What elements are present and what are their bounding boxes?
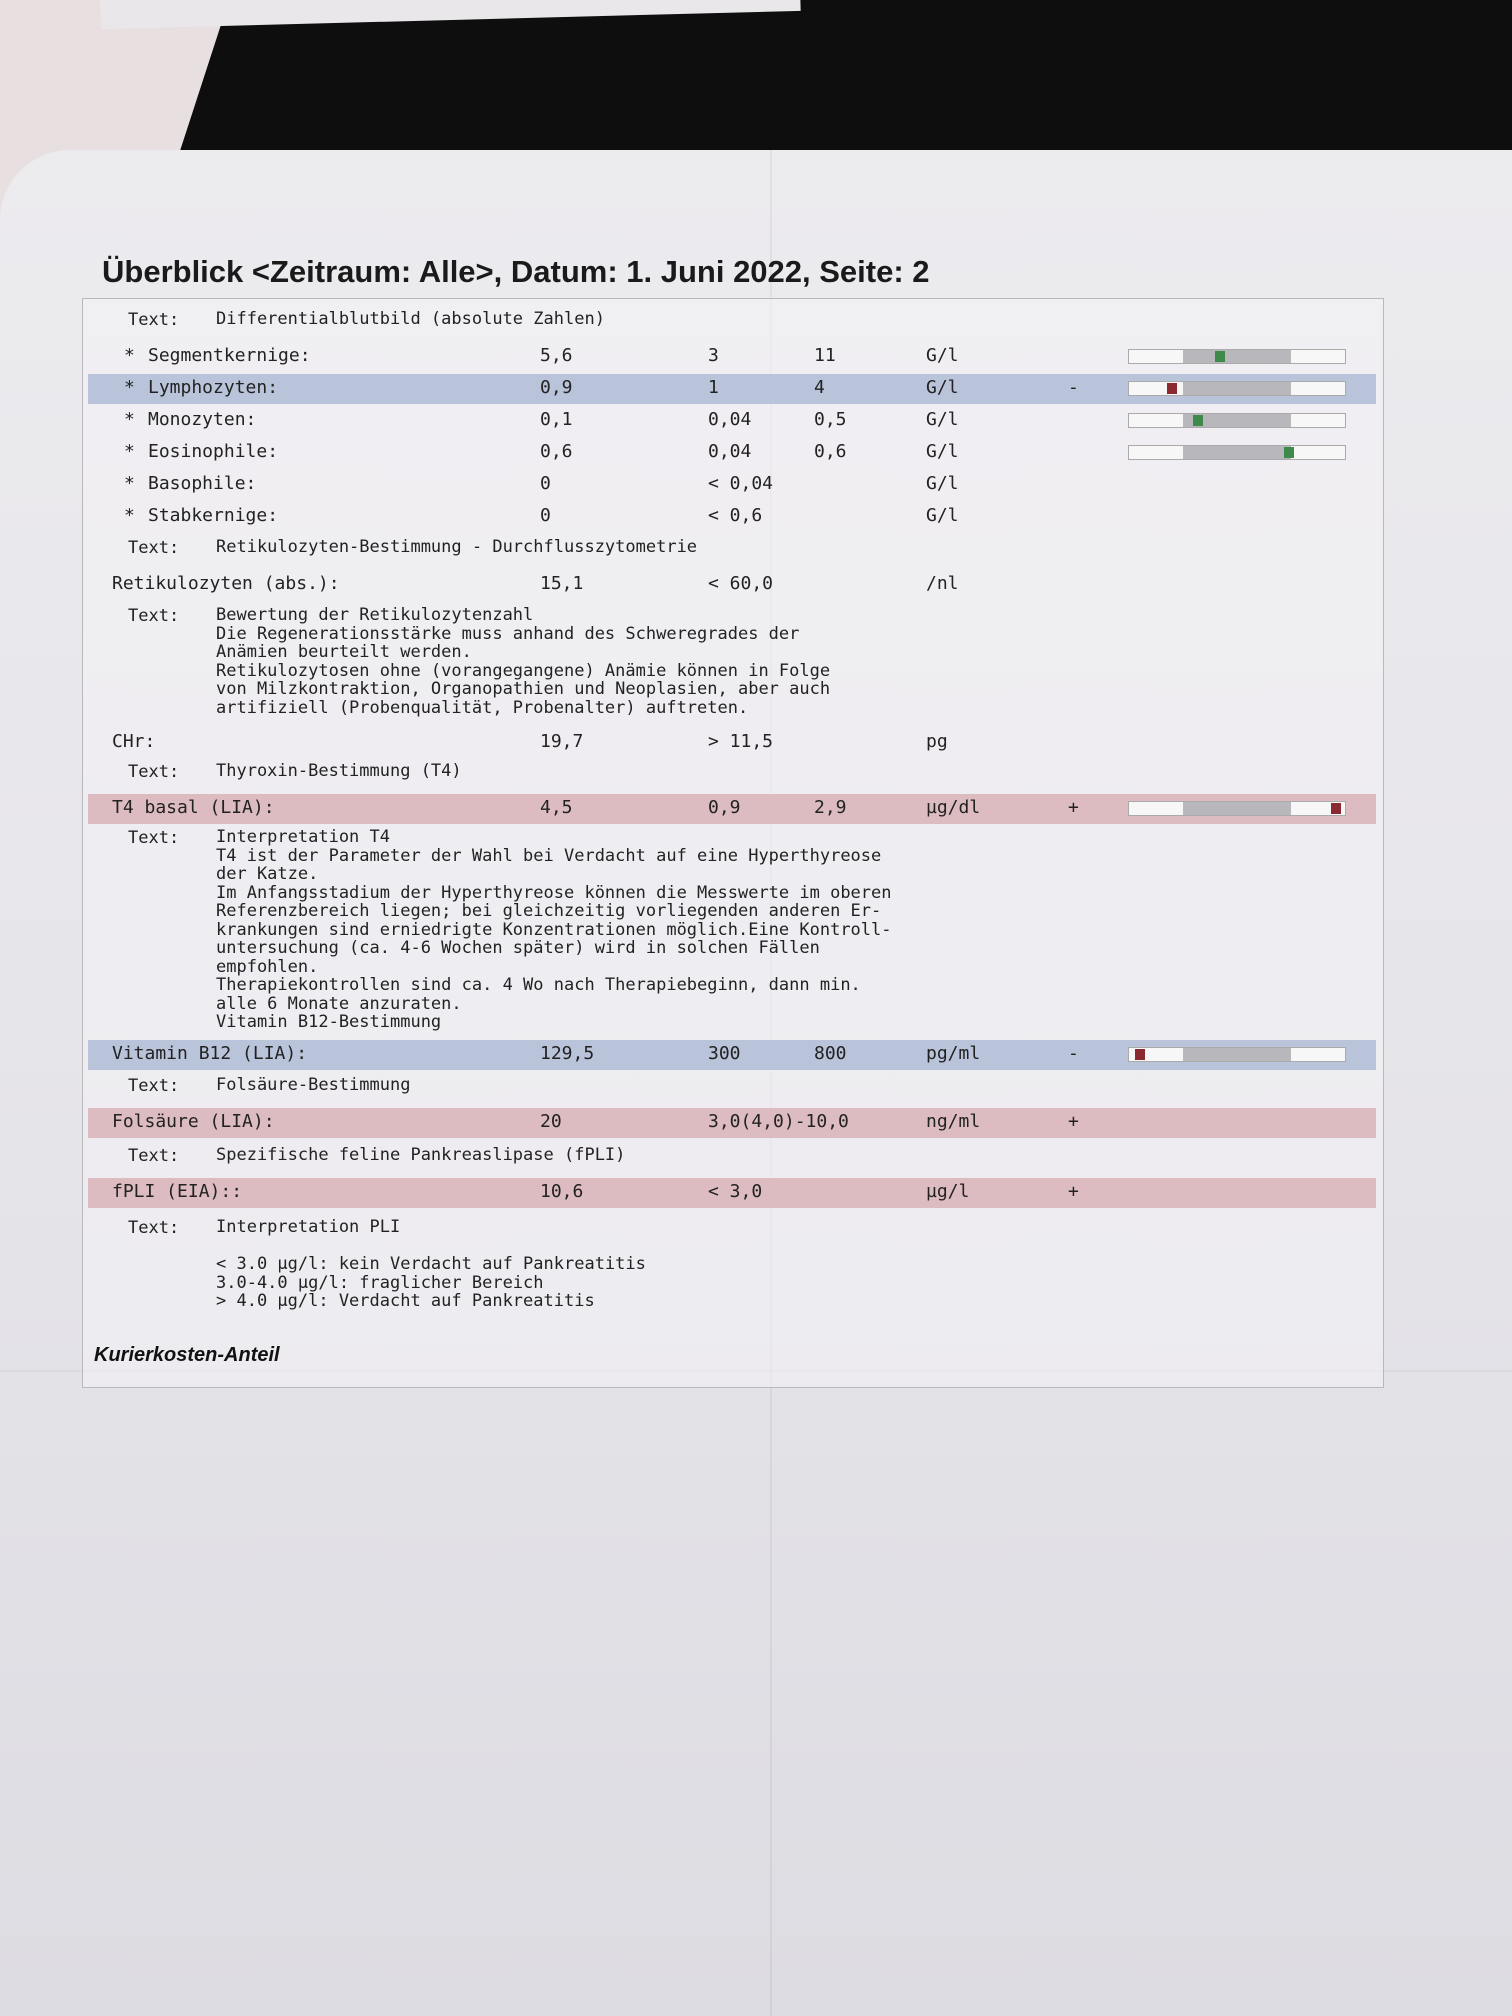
result-ref-high: 2,9: [814, 797, 847, 818]
text-note-label: Text:: [128, 538, 180, 558]
result-flag: -: [1068, 1043, 1079, 1064]
result-name: Lymphozyten:: [148, 377, 279, 398]
text-note-body: Interpretation PLI < 3.0 µg/l: kein Verdacht auf Pankreatitis 3.0-4.0 µg/l: fraglicher Bereich > 4.0 µg/l: Verdacht auf Pankreatitis: [216, 1217, 646, 1311]
result-name: T4 basal (LIA):: [112, 797, 275, 818]
result-unit: G/l: [926, 505, 959, 526]
result-unit: G/l: [926, 377, 959, 398]
result-unit: pg/ml: [926, 1043, 981, 1064]
result-name: CHr:: [112, 731, 156, 752]
background-paper-top: [99, 0, 800, 29]
reference-range-bar: [1128, 801, 1346, 816]
result-ref-low: 0,04: [708, 441, 752, 462]
result-ref-high: 11: [814, 345, 836, 366]
result-name: Monozyten:: [148, 409, 257, 430]
result-star: *: [124, 345, 135, 366]
result-unit: G/l: [926, 473, 959, 494]
result-value: 4,5: [540, 797, 573, 818]
result-ref-low: 3: [708, 345, 719, 366]
result-value: 0,9: [540, 377, 573, 398]
result-row: [88, 470, 1376, 500]
text-note-label: Text:: [128, 1146, 180, 1166]
result-value: 0: [540, 505, 551, 526]
result-value: 10,6: [540, 1181, 584, 1202]
value-marker: [1215, 351, 1225, 362]
result-unit: /nl: [926, 573, 959, 594]
text-note-body: Folsäure-Bestimmung: [216, 1075, 411, 1095]
reference-range-bar: [1128, 381, 1346, 396]
result-unit: µg/l: [926, 1181, 970, 1202]
result-value: 0,6: [540, 441, 573, 462]
result-name: Segmentkernige:: [148, 345, 311, 366]
result-value: 20: [540, 1111, 562, 1132]
text-note-body: Interpretation T4 T4 ist der Parameter der Wahl bei Verdacht auf eine Hyperthyreose der Katze. Im Anfangsstadium der Hyperthyreose können die Messwerte im oberen Referenzbereich liegen; bei gleichzeitig vorliegenden anderen Er- krankungen sind erniedrigte Konzentrationen möglich.Eine Kontroll- untersuchung (ca. 4-6 Wochen später) wird in solchen Fällen empfohlen. Therapiekontrollen sind ca. 4 Wo nach Therapiebeginn, dann min. alle 6 Monate anzuraten. Vitamin B12-Bestimmung: [216, 827, 892, 1032]
text-note-label: Text:: [128, 1076, 180, 1096]
reference-range-bar: [1128, 1047, 1346, 1062]
value-marker: [1167, 383, 1177, 394]
value-marker: [1135, 1049, 1145, 1060]
result-row: [88, 342, 1376, 372]
text-note-label: Text:: [128, 310, 180, 330]
reference-range-normal-zone: [1183, 350, 1291, 363]
value-marker: [1193, 415, 1203, 426]
result-ref-low: 0,9: [708, 797, 741, 818]
result-unit: G/l: [926, 345, 959, 366]
result-row: [88, 502, 1376, 532]
result-star: *: [124, 441, 135, 462]
result-value: 5,6: [540, 345, 573, 366]
result-star: *: [124, 409, 135, 430]
result-value: 19,7: [540, 731, 584, 752]
result-row: [88, 438, 1376, 468]
result-unit: ng/ml: [926, 1111, 981, 1132]
reference-range-normal-zone: [1183, 382, 1291, 395]
result-star: *: [124, 505, 135, 526]
result-row: [88, 1040, 1376, 1070]
result-row: [88, 794, 1376, 824]
result-name: Retikulozyten (abs.):: [112, 573, 340, 594]
result-name: Stabkernige:: [148, 505, 279, 526]
reference-range-bar: [1128, 413, 1346, 428]
text-note-label: Text:: [128, 762, 180, 782]
text-note-label: Text:: [128, 828, 180, 848]
result-ref-high: 0,5: [814, 409, 847, 430]
result-unit: G/l: [926, 409, 959, 430]
result-ref-high: 800: [814, 1043, 847, 1064]
result-name: Basophile:: [148, 473, 257, 494]
result-ref-low: 0,04: [708, 409, 752, 430]
courier-cost-label: Kurierkosten-Anteil: [94, 1344, 280, 1366]
result-value: 0,1: [540, 409, 573, 430]
result-row: [88, 374, 1376, 404]
value-marker: [1331, 803, 1341, 814]
result-flag: +: [1068, 1111, 1079, 1132]
text-note-label: Text:: [128, 606, 180, 626]
result-name: Vitamin B12 (LIA):: [112, 1043, 308, 1064]
result-ref-low: 300: [708, 1043, 741, 1064]
result-unit: pg: [926, 731, 948, 752]
result-star: *: [124, 377, 135, 398]
text-note-label: Text:: [128, 1218, 180, 1238]
result-name: Eosinophile:: [148, 441, 279, 462]
result-value: 129,5: [540, 1043, 595, 1064]
page-title: Überblick <Zeitraum: Alle>, Datum: 1. Juni 2022, Seite: 2: [102, 254, 930, 289]
result-ref-low: < 0,04: [708, 473, 774, 494]
reference-range-normal-zone: [1183, 1048, 1291, 1061]
result-ref-low: < 60,0: [708, 573, 774, 594]
text-note-body: Spezifische feline Pankreaslipase (fPLI): [216, 1145, 626, 1165]
result-name: fPLI (EIA)::: [112, 1181, 243, 1202]
result-row: [88, 570, 1376, 600]
result-unit: µg/dl: [926, 797, 981, 818]
result-ref-low: > 11,5: [708, 731, 774, 752]
result-ref-low: 3,0(4,0)-10,0: [708, 1111, 849, 1132]
result-value: 15,1: [540, 573, 584, 594]
reference-range-normal-zone: [1183, 446, 1291, 459]
result-flag: +: [1068, 1181, 1079, 1202]
result-name: Folsäure (LIA):: [112, 1111, 275, 1132]
result-ref-low: < 3,0: [708, 1181, 763, 1202]
reference-range-normal-zone: [1183, 802, 1291, 815]
result-star: *: [124, 473, 135, 494]
text-note-body: Bewertung der Retikulozytenzahl Die Regenerationsstärke muss anhand des Schweregrades der Anämien beurteilt werden. Retikulozytosen ohne (vorangegangene) Anämie können in Folge von Milzkontraktion, Organopathien und Neoplasien, aber auch artifiziell (Probenqualität, Probenalter) auftreten.: [216, 605, 831, 718]
reference-range-bar: [1128, 349, 1346, 364]
value-marker: [1284, 447, 1294, 458]
result-row: [88, 1108, 1376, 1138]
result-ref-high: 4: [814, 377, 825, 398]
result-unit: G/l: [926, 441, 959, 462]
result-ref-low: 1: [708, 377, 719, 398]
result-row: [88, 406, 1376, 436]
reference-range-bar: [1128, 445, 1346, 460]
result-flag: -: [1068, 377, 1079, 398]
result-ref-low: < 0,6: [708, 505, 763, 526]
result-flag: +: [1068, 797, 1079, 818]
text-note-body: Differentialblutbild (absolute Zahlen): [216, 309, 605, 329]
result-ref-high: 0,6: [814, 441, 847, 462]
text-note-body: Thyroxin-Bestimmung (T4): [216, 761, 462, 781]
result-row: [88, 728, 1376, 758]
result-value: 0: [540, 473, 551, 494]
result-row: [88, 1178, 1376, 1208]
text-note-body: Retikulozyten-Bestimmung - Durchflusszytometrie: [216, 537, 698, 557]
